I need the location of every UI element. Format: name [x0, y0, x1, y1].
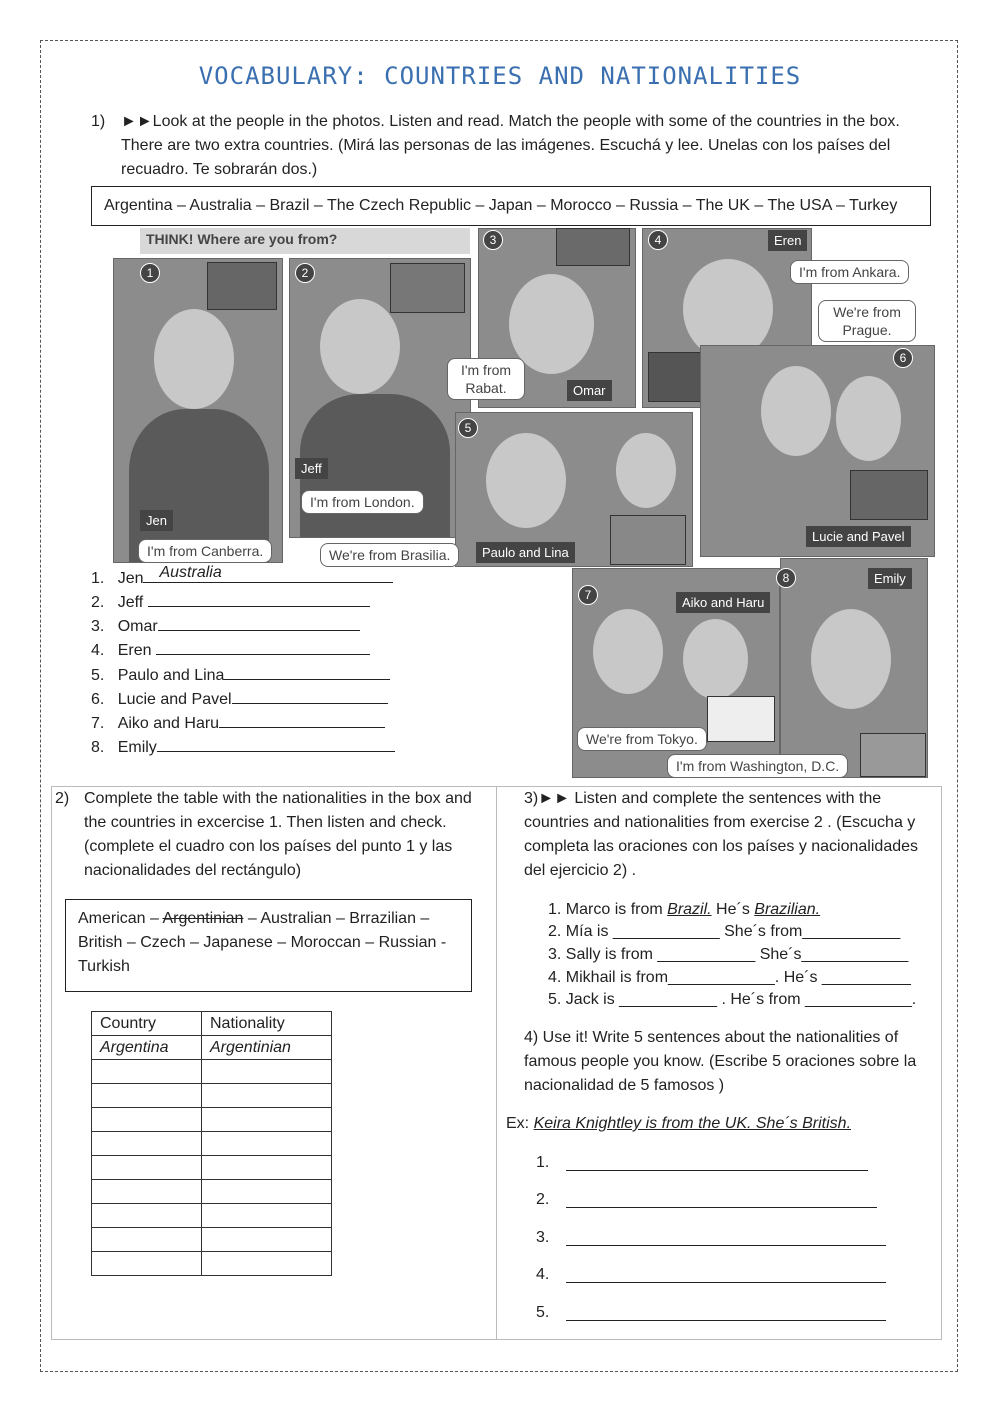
table-header-nationality: Nationality	[202, 1012, 332, 1036]
ex3-instruction: 3)►► Listen and complete the sentences with the countries and nationalities from exercise 2 . (Escucha y completa las oraciones con los países y nacionalidades del ejercicio 2) .	[524, 790, 919, 879]
answer-row-3: 3. Omar	[91, 614, 360, 639]
table-row	[92, 1108, 332, 1132]
name-tag-jen: Jen	[140, 510, 173, 531]
bubble-aiko-haru: We're from Tokyo.	[577, 727, 707, 751]
ex4-instruction: 4) Use it! Write 5 sentences about the nationalities of famous people you know. (Escribe 5 oraciones sobre la nacionalidad de 5 famosos )	[524, 1029, 917, 1094]
ex3-sentence-4[interactable]: 4. Mikhail is from____________. He´s __________	[548, 969, 911, 986]
table-row	[92, 1252, 332, 1276]
ex4-line-5[interactable]	[566, 1320, 886, 1321]
photo-5-number: 5	[458, 418, 478, 438]
ex2-number: 2)	[55, 790, 70, 807]
ex4-item-3: 3.	[536, 1229, 550, 1246]
photo-header: THINK! Where are you from?	[140, 228, 470, 254]
answer-row-4: 4. Eren	[91, 638, 370, 663]
answer-row-7: 7. Aiko and Haru	[91, 711, 385, 736]
table-row	[92, 1204, 332, 1228]
name-tag-aiko-haru: Aiko and Haru	[676, 592, 770, 613]
photo-6-number: 6	[893, 348, 913, 368]
table-row	[92, 1156, 332, 1180]
ex1-number: 1)	[91, 113, 106, 130]
ex4-item-5: 5.	[536, 1304, 550, 1321]
uk-flag-icon	[390, 263, 465, 313]
photo-8-number: 8	[776, 568, 796, 588]
answer-row-2: 2. Jeff	[91, 590, 370, 615]
answer-line-6[interactable]	[232, 687, 388, 704]
answer-row-6: 6. Lucie and Pavel	[91, 687, 388, 712]
bubble-jeff: I'm from London.	[301, 490, 424, 514]
answer-line-3[interactable]	[158, 614, 360, 631]
bubble-eren: I'm from Ankara.	[790, 260, 909, 284]
ex4-line-4[interactable]	[566, 1282, 886, 1283]
japan-flag-icon	[707, 696, 775, 742]
bubble-jen: I'm from Canberra.	[138, 539, 272, 563]
ex3-sentence-2[interactable]: 2. Mía is ____________ She´s from___________	[548, 923, 901, 940]
ex4-line-2[interactable]	[566, 1207, 877, 1208]
photo-4-number: 4	[648, 230, 668, 250]
ex3-sentence-3[interactable]: 3. Sally is from ___________ She´s____________	[548, 946, 909, 963]
name-tag-paulo-lina: Paulo and Lina	[476, 542, 575, 563]
name-tag-eren: Eren	[768, 230, 807, 251]
ex2-instruction: Complete the table with the nationalities in the box and the countries in excercise 1. Then listen and check. (complete el cuadro con los países del punto 1 y las nacionalidades del rectángulo)	[84, 790, 472, 879]
photo-7-number: 7	[578, 585, 598, 605]
answer-line-1[interactable]: Australia	[143, 566, 393, 583]
bubble-emily: I'm from Washington, D.C.	[667, 754, 848, 778]
answer-row-5: 5. Paulo and Lina	[91, 663, 390, 688]
name-tag-jeff: Jeff	[295, 458, 328, 479]
answer-row-8: 8. Emily	[91, 735, 395, 760]
answer-line-4[interactable]	[156, 638, 370, 655]
ex3-sentence-5[interactable]: 5. Jack is ___________ . He´s from ____________.	[548, 991, 917, 1008]
nationality-table	[91, 1011, 332, 1276]
table-example-country: Argentina	[92, 1036, 202, 1060]
answer-row-1: 1. Jen Australia	[91, 566, 393, 591]
name-tag-omar: Omar	[567, 380, 612, 401]
brazil-flag-icon	[610, 515, 686, 565]
table-row	[92, 1060, 332, 1084]
page-title: VOCABULARY: COUNTRIES AND NATIONALITIES	[198, 62, 802, 90]
ex4-line-3[interactable]	[566, 1245, 886, 1246]
table-row	[92, 1228, 332, 1252]
bubble-lucie-pavel: We're from Prague.	[818, 300, 916, 342]
answer-line-5[interactable]	[224, 663, 390, 680]
struck-nationality: Argentinian	[162, 910, 244, 927]
table-header-country: Country	[92, 1012, 202, 1036]
table-row	[92, 1084, 332, 1108]
ex4-line-1[interactable]	[566, 1170, 868, 1171]
answer-line-8[interactable]	[157, 735, 395, 752]
answer-line-2[interactable]	[148, 590, 370, 607]
czech-flag-icon	[850, 470, 928, 520]
bubble-paulo-lina: We're from Brasilia.	[320, 543, 459, 567]
photo-3-number: 3	[483, 230, 503, 250]
morocco-flag-icon	[556, 228, 630, 266]
column-divider	[496, 786, 497, 1340]
nationality-box: American – Argentinian – Australian – Brrazilian – British – Czech – Japanese – Moroccan – Russian - Turkish	[65, 899, 472, 992]
australia-flag-icon	[207, 262, 277, 310]
photo-1-number: 1	[140, 263, 160, 283]
name-tag-lucie-pavel: Lucie and Pavel	[806, 526, 911, 547]
country-box: Argentina – Australia – Brazil – The Czech Republic – Japan – Morocco – Russia – The UK – The USA – Turkey	[91, 186, 931, 226]
table-row	[92, 1132, 332, 1156]
table-example-nationality: Argentinian	[202, 1036, 332, 1060]
ex4-item-1: 1.	[536, 1154, 550, 1171]
name-tag-emily: Emily	[868, 568, 912, 589]
ex4-item-2: 2.	[536, 1191, 550, 1208]
table-row	[92, 1180, 332, 1204]
photo-2-number: 2	[295, 263, 315, 283]
ex4-example: Ex: Keira Knightley is from the UK. She´s British.	[506, 1115, 852, 1132]
ex4-item-4: 4.	[536, 1266, 550, 1283]
ex3-sentence-1: 1. Marco is from Brazil. He´s Brazilian.	[548, 901, 821, 918]
answer-line-7[interactable]	[219, 711, 385, 728]
ex1-instruction: ►►Look at the people in the photos. Listen and read. Match the people with some of the countries in the box. There are two extra countries. (Mirá las personas de las imágenes. Escuchá y lee. Unelas con los países del recuadro. Te sobrarán dos.)	[121, 113, 900, 178]
usa-flag-icon	[860, 733, 926, 777]
bubble-omar: I'm from Rabat.	[447, 358, 525, 400]
